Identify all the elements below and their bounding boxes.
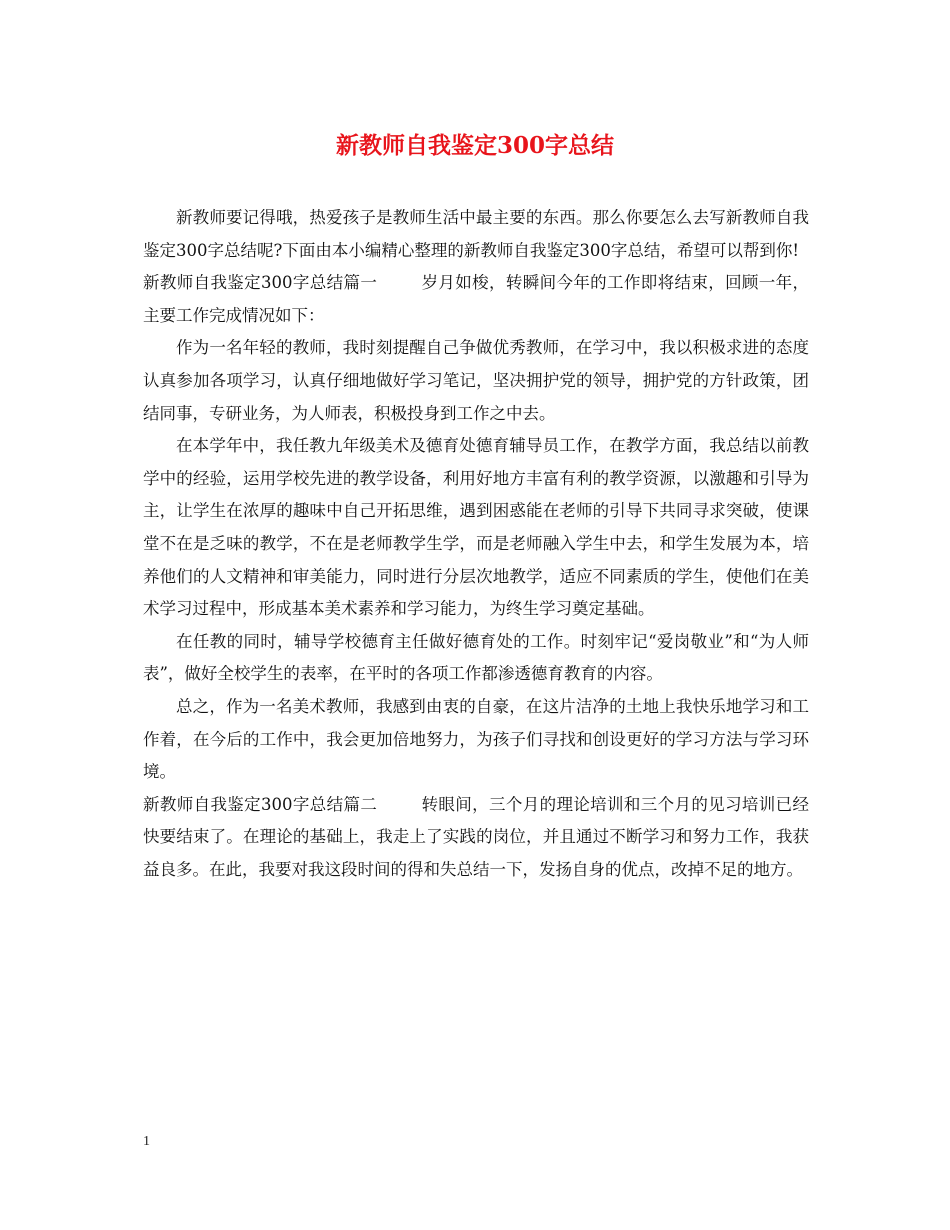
section-2-paragraph [143, 789, 809, 887]
section-1-heading: 新教师自我鉴定300字总结篇一 [143, 273, 378, 293]
section-1-lead: 岁月如梭，转瞬间今年的工作即将结束，回顾一年，主要工作完成情况如下： [143, 273, 810, 325]
page-number: 1 [143, 1134, 150, 1149]
document-title: 新教师自我鉴定300字总结 [335, 132, 614, 159]
body-paragraph: 在本学年中，我任教九年级美术及德育处德育辅导员工作，在教学方面，我总结以前教学中的经验，运用学校先进的教学设备，利用好地方丰富有利的教学资源，以激趣和引导为主，让学生在浓厚的趣味中自己开拓思维，遇到困惑能在老师的引导下共同寻求突破，使课堂不在是乏味的教学，不在是老师教学生学，而是老师融入学生中去，和学生发展为本，培养他们的人文精神和审美能力，同时进行分层次地教学，适应不同素质的学生，使他们在美术学习过程中，形成基本美术素养和学习能力，为终生学习奠定基础。 [143, 436, 809, 619]
section-2-lead: 转眼间，三个月的理论培训和三个月的见习培训已经快要结束了。在理论的基础上，我走上了实践的岗位，并且通过不断学习和努力工作，我获益良多。在此，我要对我这段时间的得和失总结一下，发扬自身的优点，改掉不足的地方。 [143, 794, 810, 879]
intro-paragraph: 新教师要记得哦，热爱孩子是教师生活中最主要的东西。那么你要怎么去写新教师自我鉴定300字总结呢?下面由本小编精心整理的新教师自我鉴定300字总结，希望可以帮到你! [143, 208, 809, 260]
section-1-paragraph [143, 267, 809, 332]
body-paragraph: 总之，作为一名美术教师，我感到由衷的自豪，在这片洁净的土地上我快乐地学习和工作着，在今后的工作中，我会更加倍地努力，为孩子们寻找和创设更好的学习方法与学习环境。 [143, 696, 809, 782]
document-body [143, 202, 809, 886]
body-paragraph: 作为一名年轻的教师，我时刻提醒自己争做优秀教师，在学习中，我以积极求进的态度认真参加各项学习，认真仔细地做好学习笔记，坚决拥护党的领导，拥护党的方针政策，团结同事，专研业务，为人师表，积极投身到工作之中去。 [143, 338, 809, 423]
body-paragraph: 在任教的同时，辅导学校德育主任做好德育处的工作。时刻牢记“爱岗敬业”和“为人师表”，做好全校学生的表率，在平时的各项工作都渗透德育教育的内容。 [143, 631, 809, 684]
section-2-heading: 新教师自我鉴定300字总结篇二 [143, 794, 378, 814]
